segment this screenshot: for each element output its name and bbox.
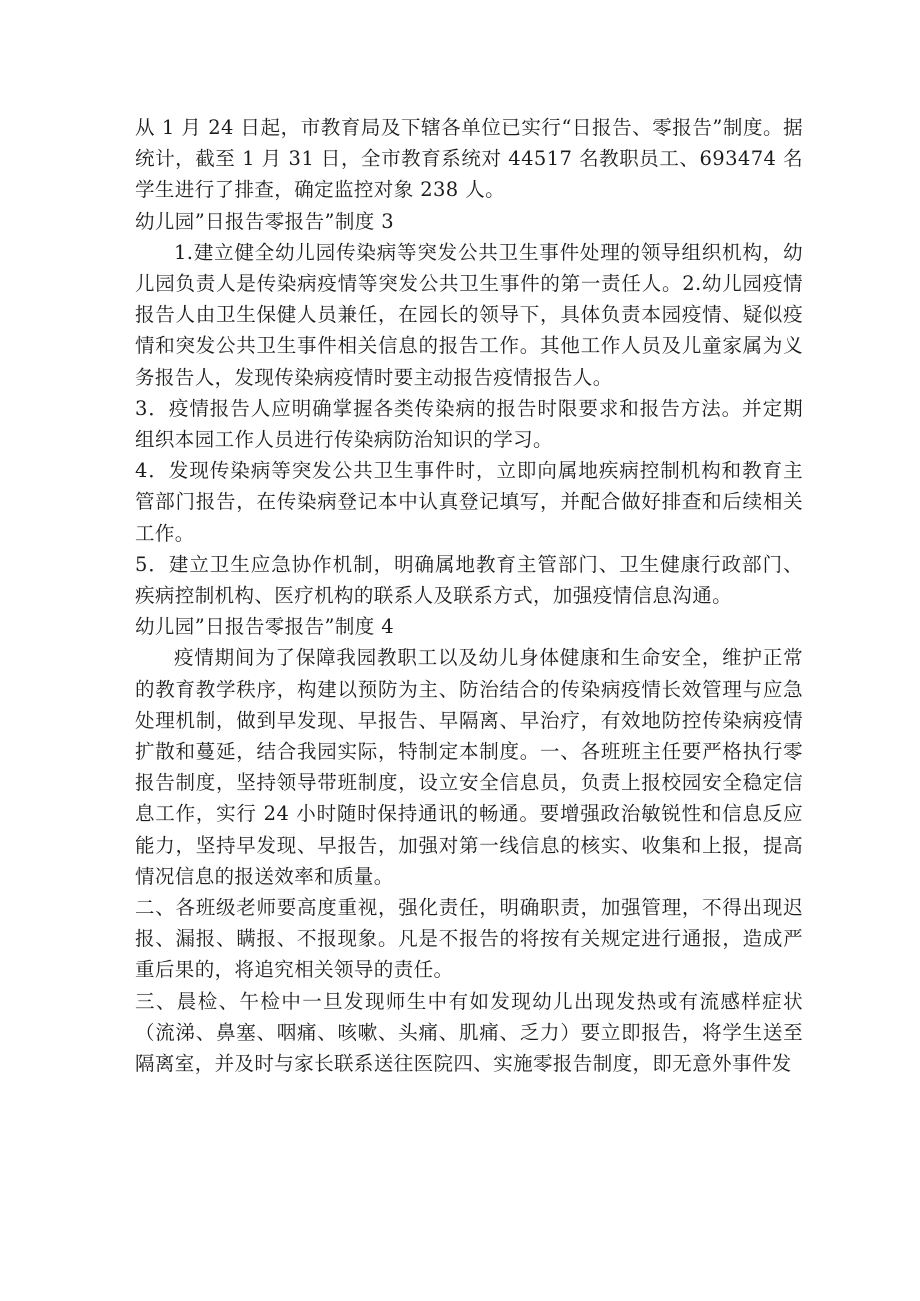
paragraph-item-3: 3．疫情报告人应明确掌握各类传染病的报告时限要求和报告方法。并定期组织本园工作人员进行传染病防治知识的学习。 [135,396,803,452]
paragraph-item-two: 二、各班级老师要高度重视，强化责任，明确职责，加强管理，不得出现迟报、漏报、瞒报、不报现象。凡是不报告的将按有关规定进行通报，造成严重后果的，将追究相关领导的责任。 [135,896,803,982]
paragraph-intro-4: 疫情期间为了保障我园教职工以及幼儿身体健康和生命安全，维护正常的教育教学秩序，构建以预防为主、防治结合的传染病疫情长效管理与应急处理机制，做到早发现、早报告、早隔离、早治疗，有效地防控传染病疫情扩散和蔓延，结合我园实际，特制定本制度。一、各班班主任要严格执行零报告制度，坚持领导带班制度，设立安全信息员，负责上报校园安全稳定信息工作，实行 24 小时随时保持通讯的畅通。要增强政治敏锐性和信息反应能力，坚持早发现、早报告，加强对第一线信息的核实、收集和上报，提高情况信息的报送效率和质量。 [135,646,803,888]
paragraph-statistics: 从 1 月 24 日起，市教育局及下辖各单位已实行“日报告、零报告”制度。据统计，截至 1 月 31 日，全市教育系统对 44517 名教职员工、693474 名学生进行了排查，确定监控对象 238 人。 [135,116,803,202]
paragraph-item-5: 5．建立卫生应急协作机制，明确属地教育主管部门、卫生健康行政部门、疾病控制机构、医疗机构的联系人及联系方式，加强疫情信息沟通。 [135,552,803,608]
section-heading-4: 幼儿园”日报告零报告”制度 4 [135,615,395,639]
document-body [135,112,803,1079]
paragraph-item-three: 三、晨检、午检中一旦发现师生中有如发现幼儿出现发热或有流感样症状（流涕、鼻塞、咽痛、咳嗽、头痛、肌痛、乏力）要立即报告，将学生送至隔离室，并及时与家长联系送往医院四、实施零报告制度，即无意外事件发 [135,989,803,1076]
section-heading-3: 幼儿园”日报告零报告”制度 3 [135,209,395,233]
paragraph-item-1-2: 1.建立健全幼儿园传染病等突发公共卫生事件处理的领导组织机构，幼儿园负责人是传染病疫情等突发公共卫生事件的第一责任人。2.幼儿园疫情报告人由卫生保健人员兼任，在园长的领导下，具体负责本园疫情、疑似疫情和突发公共卫生事件相关信息的报告工作。其他工作人员及儿童家属为义务报告人，发现传染病疫情时要主动报告疫情报告人。 [135,240,803,389]
paragraph-item-4: 4．发现传染病等突发公共卫生事件时，立即向属地疾病控制机构和教育主管部门报告，在传染病登记本中认真登记填写，并配合做好排查和后续相关工作。 [135,459,803,545]
